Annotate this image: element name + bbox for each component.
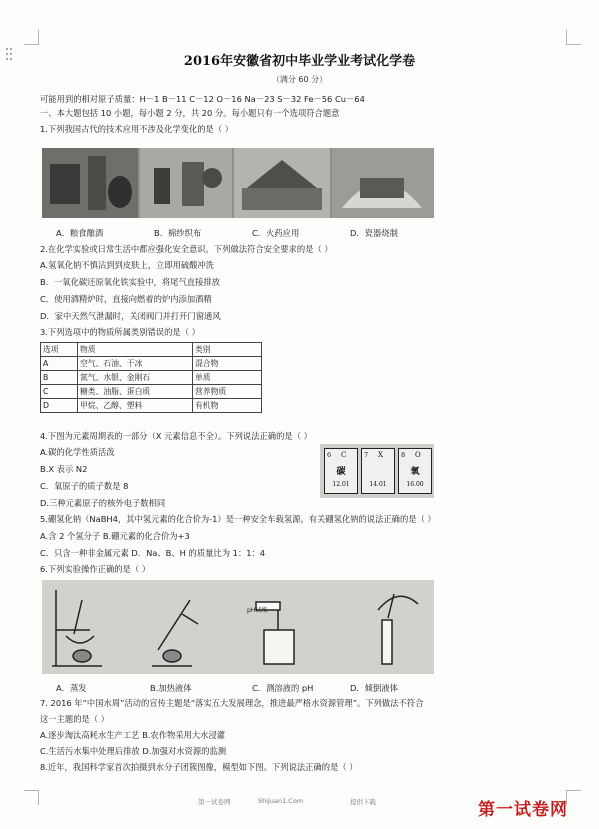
- q5-stem: 5.硼氢化钠（NaBH4，其中氢元素的化合价为-1）是一种安全车载氢源。有关硼氢化钠的说法正确的是（ ）: [40, 514, 436, 524]
- table-cell: 甲烷、乙醇、塑料: [78, 399, 193, 413]
- exam-title: 2016年安徽省初中毕业学业考试化学卷: [183, 54, 416, 69]
- footer-site-name: 第一试卷网: [198, 798, 231, 806]
- footer-site-url[interactable]: Shijuan1.Com: [258, 797, 304, 805]
- table-cell: D: [41, 399, 78, 413]
- table-cell: 空气、石油、干冰: [78, 357, 193, 371]
- element-cell-oxygen: [398, 448, 432, 494]
- table-row: [41, 385, 262, 399]
- crop-mark-bottom-left: [24, 790, 39, 805]
- element-symbol: X: [378, 451, 383, 459]
- q5-options-ab: A.含 2 个氢分子 B.硼元素的化合价为+3: [40, 531, 190, 541]
- q6-option-b: B.加热液体: [150, 683, 192, 693]
- element-number: 7: [364, 451, 369, 459]
- element-symbol: C: [341, 451, 347, 459]
- atomic-mass-line: 可能用到的相对原子质量：H－1 B－11 C－12 O－16 Na－23 S－32 Fe－56 Cu－64: [40, 94, 365, 104]
- q6-option-a: A．蒸发: [56, 683, 87, 693]
- element-name: 碳: [336, 467, 346, 477]
- element-cell-carbon: [324, 448, 358, 494]
- element-number: 6: [327, 451, 332, 459]
- footer-download-text: 提供下载: [350, 798, 376, 806]
- table-header-row: [41, 343, 262, 357]
- q6-option-c: C．测溶液的 pH: [252, 683, 314, 693]
- q1-option-c: C．火药应用: [252, 228, 300, 238]
- q4-stem: 4.下图为元素周期表的一部分（X 元素信息不全）。下列说法正确的是（ ）: [40, 431, 312, 441]
- brand-logo: 第一试卷网: [478, 800, 568, 820]
- q4-option-d: D.三种元素原子的核外电子数相同: [40, 498, 166, 508]
- q4-option-c: C．氧原子的质子数是 8: [40, 481, 129, 491]
- element-cell-x: [361, 448, 395, 494]
- q1-stem: 1.下列我国古代的技术应用不涉及化学变化的是（ ）: [40, 124, 234, 134]
- q6-stem: 6.下列实验操作正确的是（ ）: [40, 564, 151, 574]
- q2-stem: 2.在化学实验或日常生活中都应强化安全意识。下列做法符合安全要求的是（ ）: [40, 244, 333, 254]
- table-row: [41, 399, 262, 413]
- q2-option-c: C．使用酒精炉时，直接向燃着的炉内添加酒精: [40, 294, 212, 304]
- table-header-cell: 选项: [41, 343, 78, 357]
- q8-stem: 8.近年，我国科学家首次拍摄到水分子团簇图像，模型如下图。下列说法正确的是（ ）: [40, 762, 358, 772]
- section1-intro: 一、本大题包括 10 小题，每小题 2 分，共 20 分。每小题只有一个选项符合题意: [40, 108, 340, 118]
- q2-option-b: B．一氧化碳还原氧化铁实验中，将尾气直接排放: [40, 277, 220, 287]
- table-header-cell: 物质: [78, 343, 193, 357]
- q3-table: [40, 342, 262, 413]
- q1-option-d: D．瓷器烧制: [350, 228, 398, 238]
- table-row: [41, 357, 262, 371]
- table-cell: 营养物质: [193, 385, 262, 399]
- q7-options-ab: A.逐步淘汰高耗水生产工艺 B.农作物采用大水浸灌: [40, 730, 226, 740]
- q2-option-d: D．家中天然气泄漏时，关闭阀门并打开门窗通风: [40, 311, 221, 321]
- element-number: 8: [401, 451, 406, 459]
- table-cell: 有机物: [193, 399, 262, 413]
- crop-mark-top-left: [24, 30, 39, 45]
- table-cell: B: [41, 371, 78, 385]
- element-mass: 14.01: [369, 481, 387, 488]
- table-cell: A: [41, 357, 78, 371]
- table-cell: 糖类、油脂、蛋白质: [78, 385, 193, 399]
- q6-illustration: [42, 580, 434, 674]
- table-header-cell: 类别: [193, 343, 262, 357]
- q1-illustration: [42, 148, 434, 218]
- q4-option-b: B.X 表示 N2: [40, 464, 88, 474]
- q4-option-a: A.碳的化学性质活泼: [40, 447, 115, 457]
- table-cell: 单质: [193, 371, 262, 385]
- q7-stem-cont: 这一主题的是（ ）: [40, 714, 110, 724]
- table-cell: C: [41, 385, 78, 399]
- q3-stem: 3.下列选项中的物质所属类别错误的是（ ）: [40, 327, 200, 337]
- q1-option-a: A．粮食酿酒: [56, 228, 104, 238]
- element-mass: 16.00: [406, 481, 424, 488]
- crop-mark-bottom-right: [566, 790, 581, 805]
- element-mass: 12.01: [332, 481, 350, 488]
- q7-stem: 7. 2016 年“中国水周”活动的宣传主题是“落实五大发展理念，推进最严格水资源管理”。下列做法不符合: [40, 698, 424, 708]
- exam-subtitle: （满分 60 分）: [271, 75, 328, 84]
- element-name: 氧: [410, 467, 420, 477]
- table-row: [41, 371, 262, 385]
- q6-option-d: D．倾倒液体: [350, 683, 398, 693]
- q5-options-cd: C．只含一种非金属元素 D．Na、B、H 的质量比为 1：1：4: [40, 548, 266, 558]
- q2-option-a: A.氢氧化钠不慎沾到到皮肤上，立即用硫酸冲洗: [40, 260, 215, 270]
- ph-paper-label: pH试纸: [247, 607, 268, 614]
- crop-mark-top-right: [566, 30, 581, 45]
- element-symbol: O: [415, 451, 421, 459]
- q1-option-b: B．棉纱织布: [154, 228, 202, 238]
- table-cell: 氮气、水银、金刚石: [78, 371, 193, 385]
- table-cell: 混合物: [193, 357, 262, 371]
- q7-options-cd: C.生活污水集中处理后排放 D.加强对水资源的监测: [40, 746, 227, 756]
